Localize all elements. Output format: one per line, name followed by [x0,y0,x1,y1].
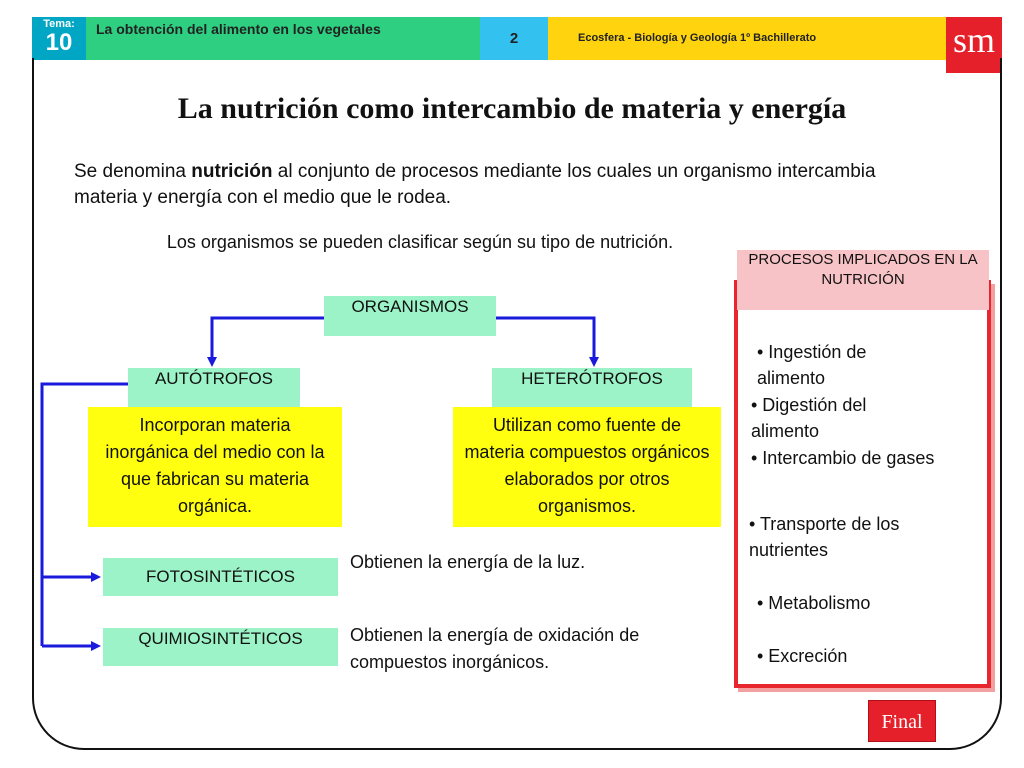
organismos-box: ORGANISMOS [324,296,496,336]
process-item: • Intercambio de gases [751,448,935,468]
connector-org-auto [212,318,324,364]
fotosinteticos-description: Obtienen la energía de la luz. [350,552,586,572]
intro-before: Se denomina [74,161,192,182]
topic-number: 10 [45,29,73,56]
topic-label: Tema: [43,18,75,30]
quimiosinteticos-box: QUIMIOSINTÉTICOS [103,628,338,666]
intro-after: al conjunto de procesos mediante los cuales un organismo intercambia materia y energía con el medio que le rodea. [74,161,876,208]
processes-title: PROCESOS IMPLICADOS EN LA NUTRICIÓN [737,250,989,310]
process-item: • Transporte de los nutrientes [749,514,900,560]
slide-number: 2 [480,17,548,60]
connector-org-hetero [496,318,594,364]
process-item: • Digestión del alimento [751,395,867,441]
heterotrofos-box: HETERÓTROFOS [492,368,692,408]
autotrofos-description: Incorporan materia inorgánica del medio con la que fabrican su materia orgánica. [88,407,342,527]
process-item: • Excreción [757,646,848,666]
process-item: • Metabolismo [757,593,871,613]
fotosinteticos-box: FOTOSINTÉTICOS [103,558,338,596]
quimiosinteticos-description: Obtienen la energía de oxidación de compuestos inorgánicos. [350,625,640,672]
publisher-logo: sm [946,17,1002,73]
heterotrofos-description: Utilizan como fuente de materia compuestos orgánicos elaborados por otros organismos. [453,407,721,527]
final-button[interactable]: Final [868,700,936,742]
page-title: La nutrición como intercambio de materia y energía [177,92,847,125]
autotrofos-box: AUTÓTROFOS [128,368,300,408]
process-item: • Ingestión de alimento [757,342,867,388]
unit-title: La obtención del alimento en los vegetales [86,17,480,60]
classification-text: Los organismos se pueden clasificar según su tipo de nutrición. [166,232,674,252]
course-title: Ecosfera - Biología y Geología 1º Bachillerato [548,17,946,60]
intro-bold-term: nutrición [191,161,273,182]
